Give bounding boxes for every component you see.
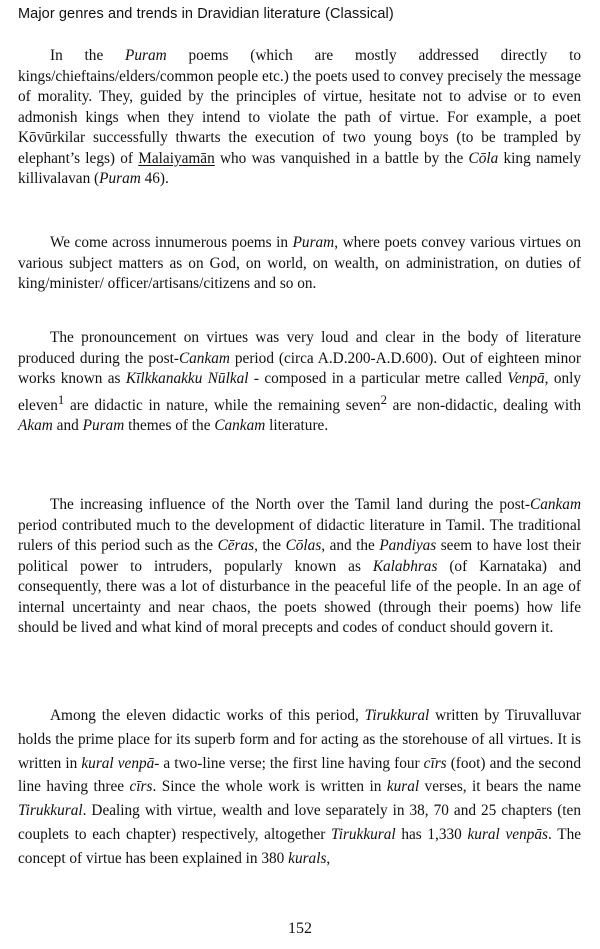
text-run: . The concept of virtue has been explained in 380	[18, 825, 582, 867]
text-run: . Dealing with virtue, wealth and love separately in 38, 70 and 25 chapters (ten couplets to each chapter) respectively, altogether	[18, 802, 581, 843]
text-run: 46).	[140, 170, 169, 187]
italic-term: Puram	[99, 170, 141, 187]
italic-term: Akam	[18, 417, 53, 435]
text-run: period (circa A.D.200-A.D.600). Out of eighteen minor works known as	[18, 349, 581, 387]
text-run: We come across innumerous poems in	[50, 234, 293, 251]
text-run: king namely killivalavan (	[18, 149, 581, 187]
text-run: , and the	[321, 537, 380, 554]
italic-term: Puram	[82, 417, 125, 435]
italic-term: Cankam	[530, 496, 581, 513]
italic-term: Venpā	[507, 370, 545, 387]
text-run: , only eleven	[18, 370, 582, 414]
text-run: are non-didactic, dealing with	[386, 396, 581, 414]
paragraph-tirukkural	[18, 704, 581, 871]
paragraph-puram-poems	[18, 46, 581, 190]
text-run: period contributed much to the development of didactic literature in Tamil. The traditional rulers of this period such as the	[18, 516, 581, 554]
italic-term: Tirukkural	[331, 825, 396, 843]
text-run: verses, it bears the name	[419, 778, 581, 796]
text-run: - a two-line verse; the first line having four	[154, 754, 424, 772]
text-run: , the	[254, 537, 286, 554]
text-run: written by Tiruvalluvar holds the prime place for its superb form and for acting as the storehouse of all virtues. It is written in	[18, 707, 581, 772]
text-run: who was vanquished in a battle by the	[214, 149, 469, 167]
text-run: and	[52, 417, 83, 435]
text-run: . Since the whole work is written in	[152, 778, 387, 796]
text-run: The pronouncement on virtues was very loud and clear in the body of literature produced during the post-	[18, 329, 581, 367]
text-run: literature.	[265, 417, 329, 435]
text-run: seem to have lost their political power to intruders, popularly known as	[18, 537, 581, 575]
text-run: (of Karnataka) and consequently, there was a lot of disturbance in the peaceful life of the people. In an age of internal uncertainty and near chaos, the poets showed (through their poems) how life should be lived and what kind of moral precepts and codes of conduct should govern it.	[18, 557, 582, 636]
italic-term: Kalabhras	[372, 557, 438, 575]
italic-term: cīrs	[129, 778, 153, 796]
paragraph-post-cankam-pronouncement	[18, 328, 581, 437]
italic-term: Kīlkkanakku Nūlkal	[125, 370, 249, 387]
italic-term: Cōlas	[285, 537, 322, 554]
text-run: Malaiyamān	[138, 149, 215, 167]
italic-term: cīrs	[423, 754, 447, 772]
paragraph-north-influence	[18, 495, 581, 639]
footnote-ref: 1	[57, 392, 65, 407]
italic-term: kural	[386, 778, 420, 796]
italic-term: Tirukkural	[18, 802, 83, 820]
italic-term: Cankam	[214, 417, 266, 435]
text-run: are didactic in nature, while the remaining seven	[64, 396, 381, 414]
italic-term: kurals	[288, 849, 327, 867]
text-run: has 1,330	[395, 825, 468, 843]
italic-term: Puram	[125, 47, 167, 64]
page-number: 152	[288, 920, 312, 937]
italic-term: Pandiyas	[379, 537, 437, 554]
text-run: ,	[326, 849, 331, 867]
italic-term: Puram	[292, 234, 335, 251]
text-run: Among the eleven didactic works of this period,	[50, 707, 365, 724]
italic-term: Tirukkural	[364, 707, 430, 724]
text-run: themes of the	[124, 417, 215, 435]
italic-term: kural venpā	[81, 754, 155, 772]
running-head: Major genres and trends in Dravidian literature (Classical)	[18, 6, 394, 22]
text-run: (foot) and the second line having three	[18, 754, 581, 796]
paragraph-puram-virtues	[18, 233, 581, 295]
footnote-ref: 2	[380, 392, 387, 407]
italic-term: Cōla	[468, 149, 499, 167]
italic-term: Cēras	[217, 537, 255, 554]
text-run: In the	[50, 47, 126, 64]
italic-term: Cankam	[178, 349, 230, 367]
text-run: The increasing influence of the North over the Tamil land during the post-	[50, 496, 530, 513]
text-run: poems (which are mostly addressed directly to kings/chieftains/elders/common people etc.) the poets used to convey precisely the message of morality. They, guided by the principles of virtue, hesitate not to advise or to even admonish kings when they intend to violate the path of virtue. For example, a poet Kōvūrkilar successfully thwarts the execution of two young boys (to be trampled by elephant’s legs) of	[18, 47, 581, 167]
text-run: - composed in a particular metre called	[248, 370, 508, 387]
italic-term: kural venpās	[467, 825, 548, 843]
text-run: , where poets convey various virtues on various subject matters as on God, on world, on wealth, on administration, on duties of king/minister/ officer/artisans/citizens and so on.	[18, 234, 581, 292]
